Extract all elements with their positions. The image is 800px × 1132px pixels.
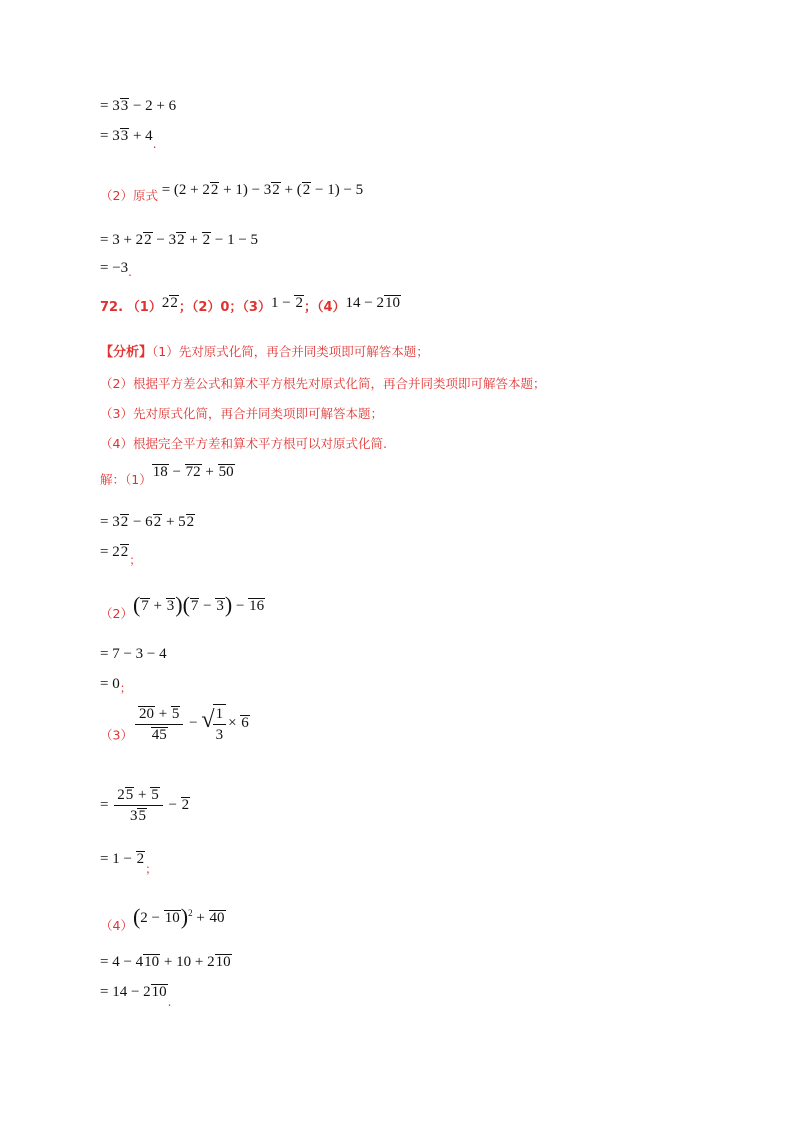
solution-line: $_{(4)}(2 - 10)^2 + 40$ bbox=[100, 904, 225, 933]
analysis-line: （4）根据完全平方差和算术平方根可以对原式化简. bbox=[100, 436, 387, 451]
equation-line: = $\frac{25 + 5}{35}$ − 2 bbox=[100, 787, 190, 824]
equation-line: = 32 − 62 + 52 bbox=[100, 514, 195, 530]
equation-line: = 33 − 2 + 6 bbox=[100, 98, 177, 114]
equation-line: $_{(2)原式}$ = (2 + 22 + 1) − 32 + (2 − 1) − 5 bbox=[100, 182, 364, 203]
analysis-line: （2）根据平方差公式和算术平方根先对原式化简，再合并同类项即可解答本题； bbox=[100, 376, 546, 391]
equation-line: = $14 - 210_.$ bbox=[100, 984, 172, 1009]
equation-line: = 4 − 410 + 10 + 210 bbox=[100, 954, 231, 970]
equation-line: = $1 - 2_;$ bbox=[100, 851, 158, 876]
analysis-line: （3）先对原式化简，再合并同类项即可解答本题； bbox=[100, 406, 383, 421]
equation-line: = $22_;$ bbox=[100, 544, 142, 567]
solution-line: $_{(2)}$(7 + 3)(7 − 3) − 16 bbox=[100, 592, 265, 621]
equation-line: = 7 − 3 − 4 bbox=[100, 646, 167, 662]
answer-line-72: 72. （1）22；（2）0；（3）1 − 2；（4）14 − 210 bbox=[100, 295, 400, 315]
equation-line: = $-3_.$ bbox=[100, 260, 132, 279]
analysis-line: 【分析】（1）先对原式化简，再合并同类项即可解答本题； bbox=[100, 344, 429, 360]
equation-line: = $33 + 4_.$ bbox=[100, 128, 157, 151]
equation-line: = $0_;$ bbox=[100, 676, 132, 695]
solution-line: $_{(3)}$ $\frac{20 + 5}{45}$ − √ $\frac{1}{3}$ × 6 bbox=[100, 705, 249, 743]
equation-line: = 3 + 22 − 32 + 2 − 1 − 5 bbox=[100, 232, 259, 248]
solution-line: $_{解:(1)}$18 − 72 + 50 bbox=[100, 464, 234, 487]
